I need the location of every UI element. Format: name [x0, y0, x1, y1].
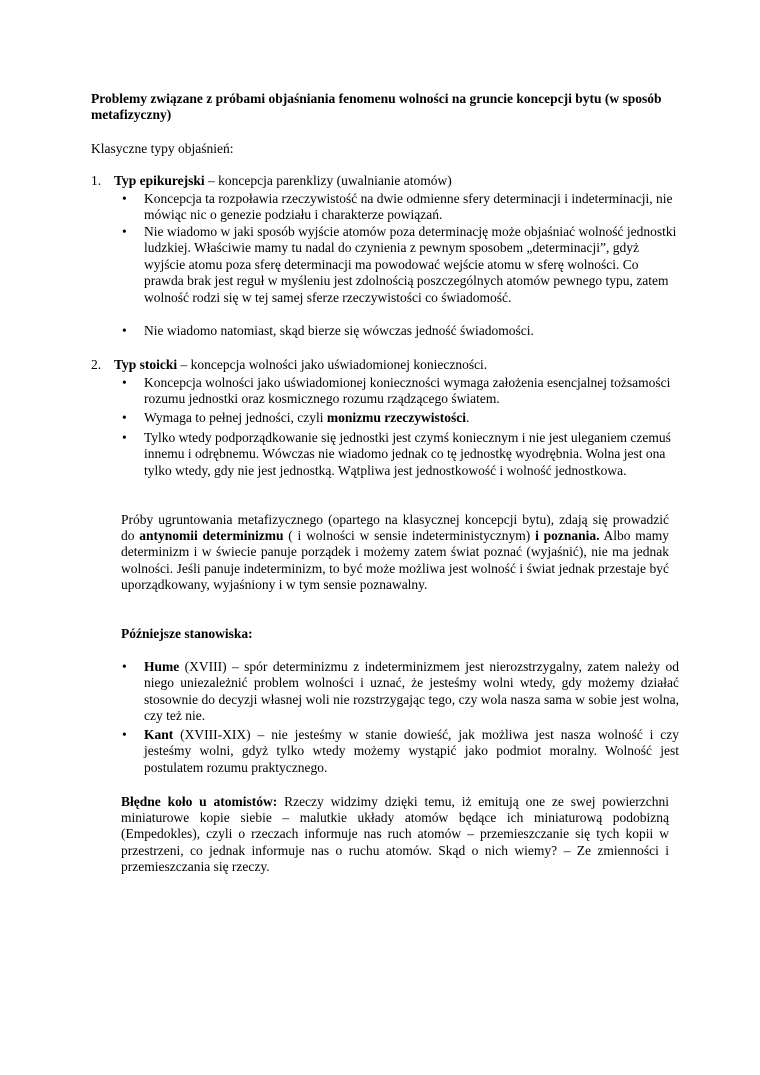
- bullet-text: Nie wiadomo w jaki sposób wyjście atomów poza determinację może objaśniać wolność jednostki ludzkiej. Właściwie mamy tu nadal do czynienia z pewnym sposobem „determinacji”, gdyż wyjście atomu poza sferę determinacji ma powodować wejście atomu w sferę wolności. Co prawda brak jest reguł w myśleniu jest zdolnością poszczególnych atomów pewnego typu, zatem wolność rodzi się w tej samej sferze rzeczywistości co świadomość.: [144, 224, 677, 305]
- bullet-icon: •: [122, 323, 127, 338]
- later-positions-heading: Późniejsze stanowiska:: [121, 626, 253, 641]
- summary-text: Próby ugruntowania metafizycznego (opartego na klasycznej koncepcji bytu), zdają się prowadzić do: [121, 512, 669, 544]
- atomists-label: Błędne koło u atomistów:: [121, 794, 278, 809]
- section-1-number: 1.: [91, 173, 102, 188]
- bullet-icon: •: [122, 727, 127, 742]
- summary-paragraph: [121, 512, 669, 593]
- section-2-desc: – koncepcja wolności jako uświadomionej konieczności.: [177, 357, 488, 372]
- bullet-text: Koncepcja wolności jako uświadomionej konieczności wymaga założenia esencjalnej tożsamości rozumu jednostki oraz kosmicznego rozumu rządzącego światem.: [144, 375, 671, 407]
- bullet-text-part: .: [465, 410, 470, 425]
- section-1-desc: – koncepcja parenklizy (uwalnianie atomów): [204, 173, 452, 188]
- section-1-heading: [114, 173, 452, 189]
- atomists-text: Rzeczy widzimy dzięki temu, iż emitują one ze swej powierzchni miniaturowe kopie siebie – malutkie układy atomów będące ich miniaturową podobizną (Empedokles), czyli o rzeczach informuje nas ruch atomów – przemieszczanie się tych kopii w przestrzeni, co jednak informuje nas o ruchu atomów. Skąd o nich wiemy? – Ze zmienności i przemieszczania się rzeczy.: [121, 794, 669, 874]
- bullet-text: [144, 410, 679, 426]
- bullet-icon: •: [122, 375, 127, 390]
- summary-bold-term: antynomii determinizmu: [139, 528, 284, 544]
- kant-description: (XVIII-XIX) – nie jesteśmy w stanie dowieść, jak możliwa jest nasza wolność i czy jesteśmy wolni, gdyż tylko wtedy możemy wystąpić jako podmiot moralny. Wolność jest postulatem rozumu praktycznego.: [144, 727, 679, 775]
- bullet-icon: •: [122, 430, 127, 445]
- document-title: Problemy związane z próbami objaśniania fenomenu wolności na gruncie koncepcji bytu (w sposób metafizyczny): [91, 91, 662, 122]
- bullet-icon: •: [122, 659, 127, 674]
- bullet-bold-term: monizmu rzeczywistości: [326, 410, 466, 425]
- kant-text: [144, 727, 679, 776]
- summary-text: Albo mamy determinizm i w świecie panuje porządek i możemy zatem świat poznać (wyjaśnić), nie ma jednak wolności. Jeśli panuje indeterminizm, to być może możliwa jest wolność i świat jednak przestaje być uporządkowany, wyjaśniony i w tym sensie poznawalny.: [121, 528, 670, 592]
- section-2-name: Typ stoicki: [114, 357, 178, 372]
- bullet-icon: •: [122, 191, 127, 206]
- section-2-number: 2.: [91, 357, 102, 372]
- bullet-text: Tylko wtedy podporządkowanie się jednostki jest czymś koniecznym i nie jest uleganiem czemuś innemu i odrębnemu. Wówczas nie wiadomo jednak co tę jednostkę wyodrębnia. Wolna jest ona tylko wtedy, gdy nie jest jednostką. Wątpliwa jest jednostkowość i wolność jednostkowa.: [144, 430, 671, 478]
- bullet-text: Koncepcja ta rozpoławia rzeczywistość na dwie odmienne sfery determinacji i indeterminacji, nie mówiąc nic o genezie podziału i charakterze powiązań.: [144, 191, 673, 223]
- intro-text: Klasyczne typy objaśnień:: [91, 141, 234, 156]
- hume-text: [144, 659, 679, 725]
- bullet-icon: •: [122, 224, 127, 239]
- hume-name: Hume: [144, 659, 180, 674]
- kant-name: Kant: [144, 727, 174, 742]
- section-2-heading: [114, 357, 487, 373]
- bullet-text: Nie wiadomo natomiast, skąd bierze się wówczas jedność świadomości.: [144, 323, 534, 338]
- bullet-text-part: Wymaga to pełnej jedności, czyli: [144, 410, 327, 425]
- bullet-icon: •: [122, 410, 127, 425]
- summary-bold-term: i poznania.: [535, 528, 600, 544]
- atomists-paragraph: [121, 794, 669, 875]
- summary-text: ( i wolności w sensie indeterministycznym): [283, 528, 536, 544]
- section-1-name: Typ epikurejski: [114, 173, 205, 188]
- hume-description: (XVIII) – spór determinizmu z indeterminizmem jest nierozstrzygalny, zatem należy od niego uniezależnić problem wolności i uznać, że jesteśmy wolni wtedy, gdy możemy działać stosownie do decyzji własnej woli nie rozstrzygając tego, czy wola nasza sama w sobie jest wolna, czy też nie.: [144, 659, 679, 724]
